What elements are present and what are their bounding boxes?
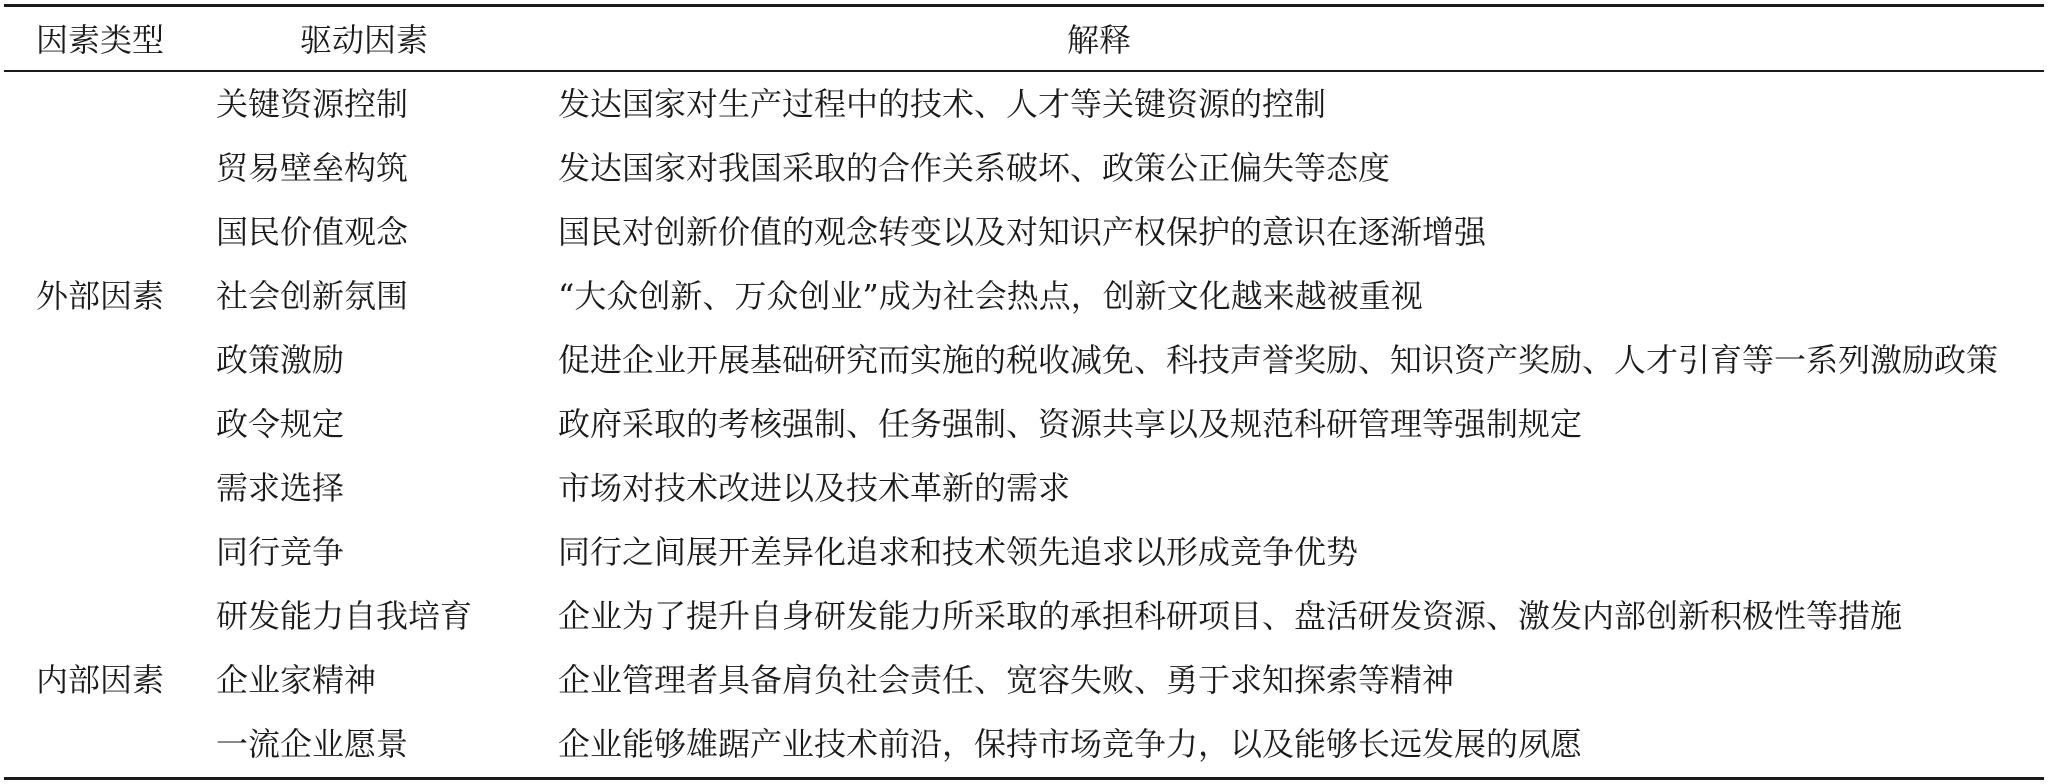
row-factor: 关键资源控制 (216, 85, 409, 123)
table-top-rule (4, 4, 2044, 7)
row-explanation: 促进企业开展基础研究而实施的税收减免、科技声誉奖励、知识资产奖励、人才引育等一系列激励政策 (558, 341, 1999, 379)
row-factor: 政策激励 (216, 341, 345, 379)
header-driving-factor: 驱动因素 (300, 21, 429, 59)
table-header-rule (4, 70, 2044, 72)
row-explanation: 企业能够雄踞产业技术前沿，保持市场竞争力，以及能够长远发展的夙愿 (558, 725, 1583, 763)
row-factor: 贸易壁垒构筑 (216, 149, 409, 187)
row-factor: 国民价值观念 (216, 213, 409, 251)
row-explanation: 发达国家对我国采取的合作关系破坏、政策公正偏失等态度 (558, 149, 1391, 187)
row-factor: 政令规定 (216, 405, 345, 443)
header-explanation: 解释 (1066, 21, 1131, 59)
row-explanation: 国民对创新价值的观念转变以及对知识产权保护的意识在逐渐增强 (558, 213, 1487, 251)
row-factor: 研发能力自我培育 (216, 597, 473, 635)
group-label-external: 外部因素 (36, 277, 165, 315)
header-factor-type: 因素类型 (36, 21, 165, 59)
row-factor: 社会创新氛围 (216, 277, 409, 315)
row-factor: 需求选择 (216, 469, 345, 507)
row-factor: 企业家精神 (216, 661, 377, 699)
row-explanation: 市场对技术改进以及技术革新的需求 (558, 469, 1071, 507)
row-factor: 一流企业愿景 (216, 725, 409, 763)
row-explanation: 企业管理者具备肩负社会责任、宽容失败、勇于求知探索等精神 (558, 661, 1455, 699)
row-explanation: 政府采取的考核强制、任务强制、资源共享以及规范科研管理等强制规定 (558, 405, 1583, 443)
row-factor: 同行竞争 (216, 533, 345, 571)
row-explanation: 发达国家对生产过程中的技术、人才等关键资源的控制 (558, 85, 1327, 123)
table-bottom-rule (4, 777, 2044, 780)
row-explanation: 同行之间展开差异化追求和技术领先追求以形成竞争优势 (558, 533, 1359, 571)
row-explanation: 企业为了提升自身研发能力所采取的承担科研项目、盘活研发资源、激发内部创新积极性等措施 (558, 597, 1903, 635)
row-explanation: “大众创新、万众创业”成为社会热点，创新文化越来越被重视 (558, 277, 1423, 315)
group-label-internal: 内部因素 (36, 661, 165, 699)
